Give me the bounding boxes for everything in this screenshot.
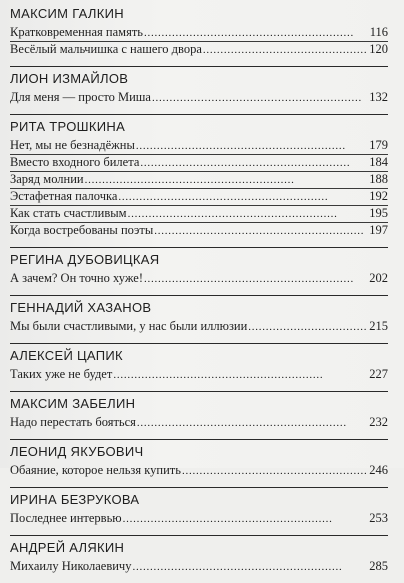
dot-leader (137, 415, 368, 431)
page-number: 215 (369, 319, 388, 333)
author-name: ЛИОН ИЗМАЙЛОВ (10, 71, 129, 86)
toc-entry (10, 155, 388, 172)
dot-leader (123, 511, 369, 527)
author-name: АЛЕКСЕЙ ЦАПИК (10, 348, 123, 363)
toc-entry (10, 463, 388, 479)
page-number: 246 (369, 463, 388, 477)
dot-leader (203, 42, 368, 58)
entry-title: Последнее интервью (10, 511, 122, 525)
toc-entry (10, 206, 388, 223)
author-name: ГЕННАДИЙ ХАЗАНОВ (10, 300, 152, 315)
author-name: ИРИНА БЕЗРУКОВА (10, 492, 140, 507)
toc-section (10, 439, 388, 479)
dot-leader (140, 155, 368, 171)
toc-section (10, 391, 388, 431)
page-number: 232 (369, 415, 388, 429)
toc-entry (10, 511, 388, 527)
author-name: МАКСИМ ГАЛКИН (10, 6, 124, 21)
toc-entry (10, 138, 388, 155)
page-number: 195 (369, 206, 388, 220)
dot-leader (154, 223, 368, 239)
entry-title: Когда востребованы поэты (10, 223, 154, 237)
entry-title: Мы были счастливыми, у нас были иллюзии (10, 319, 248, 333)
table-of-contents (10, 2, 388, 583)
entry-title: Заряд молнии (10, 172, 84, 186)
entry-title: Надо перестать бояться (10, 415, 136, 429)
toc-entry (10, 90, 388, 106)
toc-section (10, 66, 388, 106)
page-number: 179 (369, 138, 388, 152)
toc-entry (10, 25, 388, 42)
author-name: РИТА ТРОШКИНА (10, 119, 126, 134)
page-number: 227 (369, 367, 388, 381)
toc-section (10, 247, 388, 287)
toc-entry (10, 223, 388, 239)
dot-leader (118, 189, 368, 205)
toc-entry (10, 172, 388, 189)
page-number: 202 (369, 271, 388, 285)
toc-entry (10, 271, 388, 287)
page-number: 132 (369, 90, 388, 104)
page-number: 184 (369, 155, 388, 169)
entry-title: Для меня — просто Миша (10, 90, 151, 104)
dot-leader (113, 367, 368, 383)
author-name: АНДРЕЙ АЛЯКИН (10, 540, 125, 555)
toc-entry (10, 415, 388, 431)
dot-leader (128, 206, 369, 222)
toc-section (10, 2, 388, 58)
toc-section (10, 487, 388, 527)
page-number: 197 (369, 223, 388, 237)
toc-section (10, 114, 388, 239)
toc-entry (10, 319, 388, 335)
page-number: 192 (369, 189, 388, 203)
entry-title: Эстафетная палочка (10, 189, 118, 203)
dot-leader (85, 172, 369, 188)
entry-title: Вместо входного билета (10, 155, 140, 169)
page-number: 253 (369, 511, 388, 525)
entry-title: А зачем? Он точно хуже! (10, 271, 144, 285)
author-name: ЛЕОНИД ЯКУБОВИЧ (10, 444, 144, 459)
dot-leader (132, 559, 368, 575)
toc-entry (10, 189, 388, 206)
entry-title: Михаилу Николаевичу (10, 559, 132, 573)
entry-title: Как стать счастливым (10, 206, 127, 220)
page-number: 285 (369, 559, 388, 573)
page-number: 188 (369, 172, 388, 186)
entry-title: Весёлый мальчишка с нашего двора (10, 42, 202, 56)
author-name: МАКСИМ ЗАБЕЛИН (10, 396, 136, 411)
toc-entry (10, 559, 388, 575)
page-number: 116 (369, 25, 388, 39)
page-number: 120 (369, 42, 388, 56)
toc-section (10, 343, 388, 383)
entry-title: Обаяние, которое нельзя купить (10, 463, 181, 477)
entry-title: Таких уже не будет (10, 367, 113, 381)
dot-leader (144, 25, 369, 41)
toc-entry (10, 42, 388, 58)
entry-title: Кратковременная память (10, 25, 143, 39)
dot-leader (152, 90, 368, 106)
author-name: РЕГИНА ДУБОВИЦКАЯ (10, 252, 160, 267)
dot-leader (248, 319, 368, 335)
entry-title: Нет, мы не безнадёжны (10, 138, 135, 152)
toc-section (10, 295, 388, 335)
dot-leader (136, 138, 368, 154)
toc-section (10, 535, 388, 575)
dot-leader (144, 271, 368, 287)
dot-leader (182, 463, 368, 479)
toc-entry (10, 367, 388, 383)
